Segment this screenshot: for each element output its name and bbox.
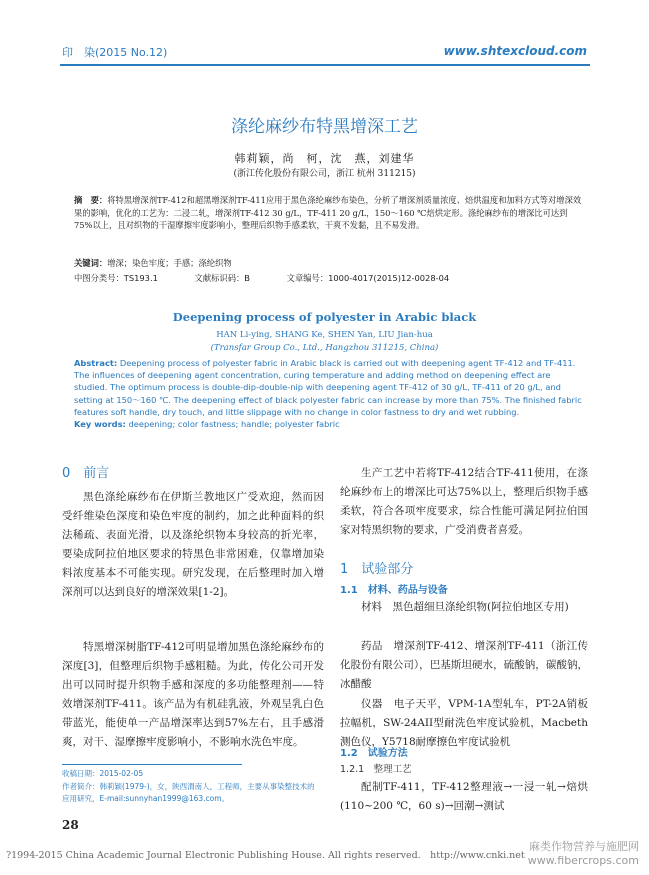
chemicals-text: 药品 增深剂TF-412、增深剂TF-411（浙江传化股份有限公司），巴基斯坦硬水，硫酸钠，碳酸钠，冰醋酸: [340, 640, 588, 690]
page-number: 28: [62, 818, 79, 832]
right-paragraph-1: 生产工艺中若将TF-412结合TF-411使用，在涤纶麻纱布上的增深比可达75%以上，整理后织物手感柔软，符合各项牢度要求，综合性能可满足阿拉伯国家对特黑织物的要求，广受消费者喜爱。: [340, 467, 588, 536]
paper-title: 涤纶麻纱布特黑增深工艺: [231, 117, 418, 137]
section-1-heading: 1 试验部分: [340, 562, 414, 577]
author-bio: 作者简介：韩莉颖(1979-)，女，陕西渭南人，工程师，主要从事染整技术的应用研究，E-mail:sunnyhan1999@163.com。: [62, 782, 315, 803]
watermark-cn: 麻类作物营养与施肥网: [529, 840, 639, 853]
watermark-url: www.fibercrops.com: [527, 854, 639, 867]
abstract-cn-text: 将特黑增深剂TF-412和超黑增深剂TF-411应用于黑色涤纶麻纱布染色，分析了增深剂质量浓度、焙烘温度和加料方式等对增深效果的影响，优化的工艺为：二浸二轧，增深剂TF-412 30 g/L，TF-411 20 g/L，150～160 ℃焙烘定形。涤纶麻纱布的增深比可达到75%以上，且对织物的干湿摩擦牢度影响小，整理后织物手感柔软，干爽不发黏，且不易发滑。: [74, 195, 582, 230]
english-abstract: [74, 357, 582, 430]
classification-meta: [74, 272, 582, 284]
english-title: Deepening process of polyester in Arabic black: [172, 310, 477, 324]
copyright-line: ?1994-2015 China Academic Journal Electronic Publishing House. All rights reserved. http://www.cnki.net: [6, 850, 525, 861]
received-date: 收稿日期：2015-02-05: [62, 769, 144, 778]
abstract-cn-label: 摘 要：: [74, 195, 108, 205]
footnote-rule: [62, 764, 242, 765]
journal-issue: 印 染(2015 No.12): [62, 46, 168, 59]
english-abstract-text: Deepening process of polyester fabric in Arabic black is carried out with deepening agent TF-412 and TF-411. The influences of deepening agent concentration, curing temperature and adding method on deepening effect are studied. The optimum process is double-dip-double-nip with deepening agent TF-412 of 30 g/L, TF-411 of 20 g/L, and setting at 150～160 ℃. The deepening effect of black polyester fabric can increase by more than 75%. The finished fabric features soft handle, dry touch, and little slippage with no change in color fastness to dry and wet rubbing.: [74, 358, 582, 417]
watermark: [528, 840, 639, 868]
abstract-cn: [74, 194, 582, 232]
english-keywords-label: Key words:: [74, 419, 126, 430]
clc-number: 中图分类号：TS193.1: [74, 273, 158, 283]
process-text: 配制TF-411，TF-412整理液→一浸一轧→焙烘(110~200 ℃，60 s)→回潮→测试: [340, 781, 588, 812]
keywords-cn: [74, 257, 582, 270]
keywords-cn-label: 关键词：: [74, 258, 108, 268]
materials-text: 材料 黑色超细旦涤纶织物(阿拉伯地区专用): [361, 601, 569, 613]
affiliation: (浙江传化股份有限公司，浙江 杭州 311215): [233, 169, 416, 179]
journal-website[interactable]: www.shtexcloud.com: [443, 44, 587, 58]
header-rule: [60, 64, 590, 66]
section-0-heading: 0 前言: [62, 466, 110, 481]
doc-code: 文献标识码：B: [194, 273, 250, 283]
authors: 韩莉颖，尚 柯，沈 燕，刘建华: [234, 152, 415, 165]
section-1-2-heading: 1.2 试验方法: [340, 748, 408, 759]
english-affiliation: (Transfar Group Co., Ltd., Hangzhou 311215, China): [210, 343, 439, 353]
article-number: 文章编号：1000-4017(2015)12-0028-04: [286, 273, 450, 283]
section-1-1-heading: 1.1 材料、药品与设备: [340, 585, 448, 596]
section-1-2-1-heading: 1.2.1 整理工艺: [340, 764, 412, 775]
intro-paragraph-2: 特黑增深树脂TF-412可明显增加黑色涤纶麻纱布的深度[3]，但整理后织物手感粗糙。为此，传化公司开发出可以同时提升织物手感和深度的多功能整理剂——特效增深剂TF-411。该产品为有机硅乳液，外观呈乳白色带蓝光，能使单一产品增深率达到57%左右，且手感滑爽，对干、湿摩擦牢度影响小，不影响水洗色牢度。: [62, 641, 324, 748]
instruments-text: 仪器 电子天平，VPM-1A型轧车，PT-2A销板拉幅机，SW-24AII型耐洗色牢度试验机，Macbeth测色仪，Y5718耐摩擦色牢度试验机: [340, 698, 588, 748]
english-abstract-label: Abstract:: [74, 358, 118, 368]
keywords-cn-text: 增深；染色牢度；手感；涤纶织物: [107, 258, 232, 268]
english-keywords-text: deepening; color fastness; handle; polyester fabric: [128, 419, 340, 430]
intro-paragraph-1: 黑色涤纶麻纱布在伊斯兰教地区广受欢迎，然而因受纤维染色深度和染色牢度的制约，加之此种面料的织法稀疏、表面光滑，以及涤纶织物本身较高的折光率，要染成阿拉伯地区要求的特黑色非常困难，仅靠增加染料浓度基本不可能实现。研究发现，在后整理时加入增深剂可以达到良好的增深效果[1-2]。: [62, 491, 324, 598]
english-authors: HAN Li-ying, SHANG Ke, SHEN Yan, LIU Jian-hua: [216, 330, 433, 340]
